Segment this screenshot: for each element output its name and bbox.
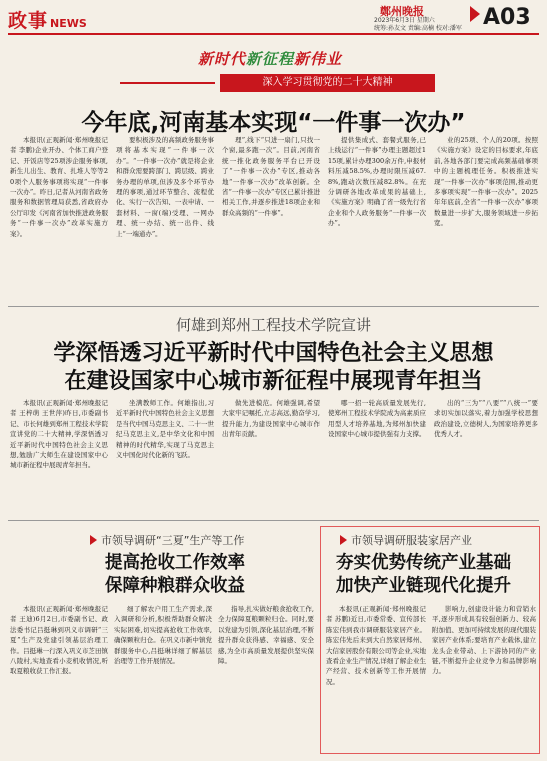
article2-col2: 坐满教师工作。何雄指出,习近平新时代中国特色社会主义思想是当代中国马克思主义、二十一世纪马克思主义,是中华文化和中国精神的时代精华,实现了马克思主义中国化时代化新的飞跃。 (116, 399, 214, 460)
article1-col5: 业的25项、个人的20项。按照《实施方案》设定的目标要求,年底前,各地各部门要完成高频基础事项中的主题梳理任务。积极推进实现“一件事一次办”事项范围,推动更多事项实现“一件事一次办”。2025年年底前,全省“一件事一次办”事项数量进一步扩大,服务领域进一步拓宽。 (434, 136, 538, 228)
article3-headline-line1: 提高抢收工作效率 (105, 553, 245, 573)
article2-col3: 做先进模范。何雄强调,希望大家牢记嘱托,立志高远,勤奋学习,提升能力,为建设国家中心城市作出青年贡献。 (222, 399, 320, 439)
section-divider (8, 306, 539, 307)
banner-subtitle: 深入学习贯彻党的二十大精神 (220, 74, 435, 92)
article3-headline-line2: 保障种粮群众收益 (105, 576, 245, 596)
article4-headline-line2: 加快产业链现代化提升 (336, 576, 511, 596)
banner-decoration (120, 82, 215, 84)
triangle-marker-icon (90, 535, 97, 545)
article3-col2: 细了解农户用工生产需求,深入调研和分析,积极帮助群众解决实际困难,切实提高抢收工作效率,确保颗粒归仓。在巩义市新中镇党群服务中心,吕挺琳详细了解基层治理等工作开展情况。 (114, 605, 212, 666)
article4-col2: 影响力,创建设计能力和营销水平,逐步形成具有较强创新力、较高附加值、更加可持续发展的现代服装家居产业体系;要培育产业载体,建立龙头企业带动、上下游协同的产业链,不断提升企业竞争力和品牌影响力。 (432, 605, 536, 676)
article3-kicker: 市领导调研“三夏”生产等工作 (90, 532, 244, 548)
article4-col1: 本报讯(正观新闻·郑州晚报记者 苏鹏)近日,市委常委、宣传部长陈宏伟到我市调研服装家居产业。陈宏伟先后来到大自然家居郑州、大信家居股份有限公司等企业,实地查看企业生产情况,详细了解企业生产经营、技术创新等工作开展情况。 (326, 605, 426, 686)
date-line: 2023年6月3日 星期六 统筹:孙友文 责编:高楠 校对:潘军 (374, 17, 462, 32)
section-title-en: NEWS (50, 17, 87, 30)
article3-col1: 本报讯(正观新闻·郑州晚报记者 王迪)6月2日,市委副书记、政法委书记吕挺琳到巩义市调研“三夏”生产及党建引领基层治理工作。吕挺琳一行深入巩义市芝田镇八陵村,实地查看小麦机收情况,听取夏粮收获工作汇报。 (10, 605, 108, 676)
article2-headline-line2: 在建设国家中心城市新征程中展现青年担当 (64, 369, 483, 394)
article4-headline-line1: 夯实优势传统产业基础 (336, 553, 511, 573)
editors-line: 统筹:孙友文 责编:高楠 校对:潘军 (374, 25, 462, 32)
triangle-marker-icon (340, 535, 347, 545)
article1-col1: 本报讯(正观新闻·郑州晚报记者 李鹏)企业开办、个体工商户登记、开饭店等25项涉企服务事项,新生儿出生、教育、扎堆人等等20项个人服务事项将实现“一件事一次办”。昨日,记者从河南省政务服务和数据管理局获悉,省政府办公厅印发《河南省加快推进政务服务“一件事一次办”改革实施方案》。 (10, 136, 108, 238)
article2-pretitle: 何雄到郑州工程技术学院宣讲 (175, 316, 371, 334)
header-rule (8, 33, 539, 35)
article3-col3: 指导,扎实做好粮食抢收工作,全力保障夏粮颗粒归仓。同时,要以党建为引领,深化基层治理,不断提升群众获得感、幸福感、安全感,为全市高质量发展提供坚实保障。 (218, 605, 314, 666)
banner-slogan: 新时代新征程新伟业 (197, 50, 343, 68)
article2-col1: 本报讯(正观新闻·郑州晚报记者 王梓萌 王世萍)昨日,市委副书记、市长何雄到郑州工程技术学院宣讲党的二十大精神,学深悟透习近平新时代中国特色社会主义思想,勉励广大师生在建设国家中心城市新征程中展现青年担当。 (10, 399, 108, 470)
article1-col4: 提供集成式、套餐式服务,已上线运行“一件事”办理主题超过115项,累计办理300余万件,申报材料压减58.5%,办理时限压减67.8%,跑动次数压减82.8%。在充分调研各地改革成果的基础上,《实施方案》明确了省一级先行省企业和个人政务服务“一件事一次办”。 (328, 136, 426, 228)
page-number: A03 (470, 5, 540, 30)
article1-headline: 今年底,河南基本实现“一件事一次办” (81, 110, 466, 136)
article2-headline-line1: 学深悟透习近平新时代中国特色社会主义思想 (53, 341, 494, 366)
triangle-marker-icon (470, 6, 480, 22)
article1-col2: 要积极涉及的高频政务服务事项将基本实现“一件事一次办”。“一件事一次办”就是将企业和群众需要跨部门、跨层级、跨业务办理的单项,但涉及多个环节办理的事项,通过环节整合、流程优化、实行一次告知、一表申请、一套材料、一窗(端)受理、一网办理、统一办结、统一出件、线上“一端通办”。 (116, 136, 214, 238)
theme-banner (100, 46, 440, 98)
paper-logo: 鄭州晚报 (380, 5, 424, 18)
article4-kicker: 市领导调研服装家居产业 (340, 532, 472, 548)
article2-col4: 哪一招一轮高质量发展先行,使郑州工程技术学院成为高素质应用型人才培养基地,为郑州加快建设国家中心城市提供强有力支撑。 (328, 399, 426, 439)
article2-col5: 出的“三为”“八要”“八统一”要求切实加以落实,着力加强学校思想政治建设,立德树人,为国家培养更多优秀人才。 (434, 399, 538, 439)
article1-col3: 理”,线下“只进一扇门,只找一个窗,最多跑一次”。目前,河南省统一推化政务服务平台已开设了“一件事一次办”专区,推动各地“一件事一次办”改革创新。全省“一件事一次办”专区已累计推进相关工作,并逐步推进18项企业和群众高频的“一件事”。 (222, 136, 320, 217)
section-title: 政事 NEWS (8, 10, 87, 32)
section-divider (8, 520, 539, 521)
